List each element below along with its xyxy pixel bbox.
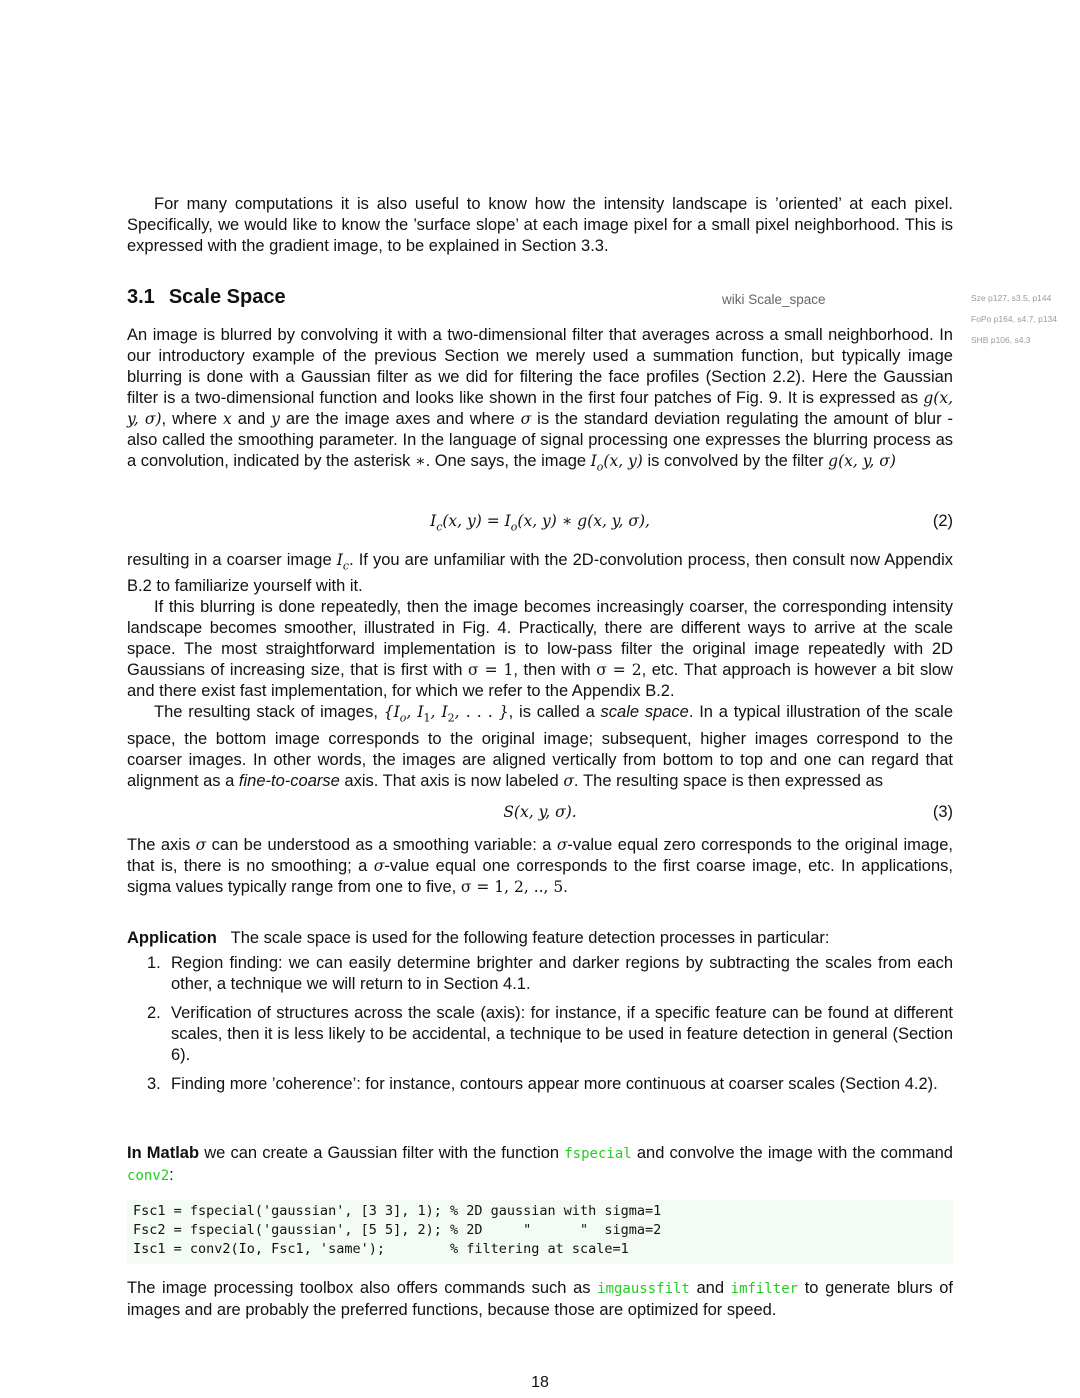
list-item: 2. Verification of structures across the scale (axis): for instance, if a specific feature can be found at different scales, then it is less likely to be accidental, a technique to be used in feature detection in general (Section 6). [147,1004,953,1064]
section-title: Scale Space [168,286,286,308]
section-heading [127,286,286,309]
side-note-shb: SHB p106, s4.3 [971,335,1031,345]
page-number: 18 [531,1374,549,1391]
paragraph-stack: The resulting stack of images, {$I_o$, $I_1$, $I_2$, . . . }, is called a scale space. In a typical illustration of the scale space, the bottom image corresponds to the original image; subsequent, higher images correspond to the coarser images. In other words, the images are aligned vertically from bottom to top and one can regard that alignment as a fine-to-coarse axis. That axis is now labeled σ. The resulting space is then expressed as [127,703,954,790]
conv2-function: conv2 [127,1168,170,1184]
equation-3: S(x, y, σ). (3) [503,803,953,821]
wiki-reference: wiki Scale_space [722,292,826,307]
equation-number-3: (3) [932,803,953,821]
application-lead: Application [127,929,217,947]
equation-2: $I_c(x$, $y) = I_o(x$, y) ∗ g(x, y, σ), (2) [430,512,953,534]
paragraph-coarser: resulting in a coarser image $I_c$. If you are unfamiliar with the 2D-convolution process, then consult now Appendix B.2 to familiarize yourself with it. [127,551,954,596]
side-note-fopo: FoPo p164, s4.7, p134 [971,314,1058,324]
equation-number-2: (2) [932,512,953,530]
matlab-lead: In Matlab [127,1144,200,1162]
list-item: 3. Finding more ’coherence’: for instance, contours appear more continuous at coarser scales (Section 4.2). [147,1075,938,1093]
code-block: Fsc1 = fspecial('gaussian', [3 3], 1); % 2D gaussian with sigma=1 Fsc2 = fspecial('gaussian', [5 5], 2); % 2D " " sigma=2 Isc1 = conv2(Io, Fsc1, 'same'); % filtering at scale=1 [127,1200,953,1264]
list-item: 1. Region finding: we can easily determine brighter and darker regions by subtracting the scales from each other, a technique we will return to in Section 4.1. [147,954,953,993]
closing-paragraph: The image processing toolbox also offers commands such as imgaussfilt and imfilter to generate blurs of images and are probably the preferred functions, because those are optimized for speed. [127,1279,953,1319]
paragraph-blur: An image is blurred by convolving it with a two-dimensional filter that averages across a small neighborhood. In our introductory example of the previous Section we merely used a summation function, but typically image blurring is done with a Gaussian filter as we did for filtering the face profiles (Section 2.2). Here the Gaussian filter is a two-dimensional function and looks like shown in the first four patches of Fig. 9. It is expressed as g(x, y, σ), where x and y are the image axes and where σ is the standard deviation regulating the amount of blur - also called the smoothing parameter. In the language of signal processing one expresses the blurring process as a convolution, indicated by the asterisk ∗. One says, the image $I_o(x$, y) is convolved by the filter g(x, y, σ) [127,326,954,474]
imgaussfilt-function: imgaussfilt [597,1281,690,1297]
paragraph-block-scale [127,550,953,792]
intro-text: For many computations it is also useful to know how the intensity landscape is ’oriented’ at each pixel. Specifically, we would like to know the ’surface slope’ at each image pixel for a small pixel neighborhood. This is expressed with the gradient image, to be explained in Section 3.3. [127,195,953,255]
side-note-sze: Sze p127, s3.5, p144 [971,293,1052,303]
paragraph-axis: The axis σ can be understood as a smoothing variable: a σ-value equal zero corresponds to the original image, that is, there is no smoothing; a σ-value equal one corresponds to the first coarse image, etc. In applications, sigma values typically range from one to five, σ = 1, 2, .., 5. [127,836,953,896]
paragraph-repeated: If this blurring is done repeatedly, then the image becomes increasingly coarser, the corresponding intensity landscape becomes smoother, illustrated in Fig. 4. Practically, there are different ways to arrive at the scale space. The most straightforward implementation is to low-pass filter the original image repeatedly with 2D Gaussians of increasing size, that is first with σ = 1, then with σ = 2, etc. That approach is however a bit slow and there exist fast implementation, for which we refer to the Appendix B.2. [127,598,953,701]
application-list [127,953,953,1095]
imfilter-function: imfilter [730,1281,799,1297]
application-section: Application The scale space is used for the following feature detection processes in particular: 1. Region finding: we can easily determine brighter and darker regions by subtracting the scales from each other, a technique we will return to in Section 4.1. 2. Verification of structures across the scale (axis): for instance, if a specific feature can be found at different scales, then it is less likely to be accidental, a technique to be used in feature detection in general (Section 6). 3. Finding more ’coherence’: for instance, contours appear more continuous at coarser scales (Section 4.2). [127,929,953,1093]
matlab-paragraph: In Matlab we can create a Gaussian filter with the function fspecial and convolve the image with the command conv2: [127,1144,953,1184]
section-number: 3.1 [127,286,155,308]
fspecial-function: fspecial [564,1146,632,1162]
intro-paragraph [127,194,953,257]
